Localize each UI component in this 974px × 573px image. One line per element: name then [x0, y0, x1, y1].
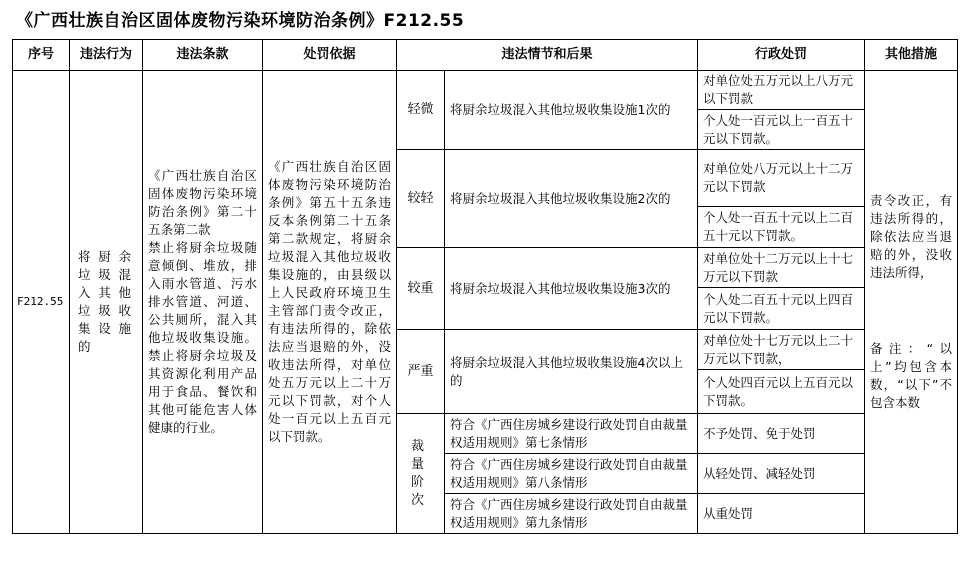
unit-penalty-cell: 对单位处五万元以上八万元以下罚款 — [698, 71, 865, 110]
header-clause: 违法条款 — [143, 40, 263, 71]
person-penalty-cell: 个人处一百元以上一百五十元以下罚款。 — [698, 110, 865, 150]
discretion-penalty-cell: 不予处罚、免于处罚 — [698, 414, 865, 454]
seq-cell: F212.55 — [13, 71, 70, 534]
header-basis: 处罚依据 — [263, 40, 397, 71]
discretion-desc-cell: 符合《广西住房城乡建设行政处罚自由裁量权适用规则》第七条情形 — [445, 414, 698, 454]
level-cell: 严重 — [397, 330, 445, 414]
level-cell: 轻微 — [397, 71, 445, 150]
header-act: 违法行为 — [70, 40, 143, 71]
other-cell — [865, 71, 958, 534]
other-note: 备注：“以上”均包含本数，“以下”不包含本数 — [870, 341, 953, 410]
unit-penalty-cell: 对单位处十七万元以上二十万元以下罚款， — [698, 330, 865, 370]
header-seq: 序号 — [13, 40, 70, 71]
discretion-penalty-cell: 从轻处罚、减轻处罚 — [698, 454, 865, 494]
level-cell: 较轻 — [397, 150, 445, 248]
level-cell: 较重 — [397, 248, 445, 330]
level-desc-cell: 将厨余垃圾混入其他垃圾收集设施2次的 — [445, 150, 698, 248]
clause-cell — [143, 71, 263, 534]
discretion-desc-cell: 符合《广西住房城乡建设行政处罚自由裁量权适用规则》第九条情形 — [445, 494, 698, 534]
discretion-penalty-cell: 从重处罚 — [698, 494, 865, 534]
clause-text: 《广西壮族自治区固体废物污染环境防治条例》第二十五条第二款 禁止将厨余垃圾随意倾倒、堆放，排入雨水管道、污水排水管道、河道、公共厕所，混入其他垃圾收集设施。禁止将厨余垃圾及其资源化利用产品用于食品、餐饮和其他可能危害人体健康的行业。 — [148, 168, 257, 435]
header-penalty: 行政处罚 — [698, 40, 865, 71]
person-penalty-cell: 个人处二百五十元以上四百元以下罚款。 — [698, 288, 865, 330]
act-cell: 将厨余垃圾混入其他垃圾收集设施的 — [70, 71, 143, 534]
other-main: 责令改正，有违法所得的，除依法应当退赔的外，没收违法所得， — [870, 193, 953, 280]
level-desc-cell: 将厨余垃圾混入其他垃圾收集设施4次以上的 — [445, 330, 698, 414]
basis-cell: 《广西壮族自治区固体废物污染环境防治条例》第五十五条违反本条例第二十五条第二款规定，将厨余垃圾混入其他垃圾收集设施的，由县级以上人民政府环境卫生主管部门责令改正，有违法所得的，除依法应当退赔的外，没收违法所得，对单位处五万元以上二十万元以下罚款，对个人处一百元以上五百元以下罚款。 — [263, 71, 397, 534]
level-desc-cell: 将厨余垃圾混入其他垃圾收集设施3次的 — [445, 248, 698, 330]
other-gap — [870, 282, 952, 340]
header-other: 其他措施 — [865, 40, 958, 71]
unit-penalty-cell: 对单位处八万元以上十二万元以下罚款 — [698, 150, 865, 207]
person-penalty-cell: 个人处一百五十元以上二百五十元以下罚款。 — [698, 207, 865, 248]
unit-penalty-cell: 对单位处十二万元以上十七万元以下罚款 — [698, 248, 865, 288]
table-row — [13, 71, 958, 110]
penalty-table — [12, 39, 958, 534]
document-title: 《广西壮族自治区固体废物污染环境防治条例》F212.55 — [16, 11, 465, 31]
header-circumstances: 违法情节和后果 — [397, 40, 698, 71]
discretion-label-cell: 裁量阶次 — [397, 414, 445, 534]
person-penalty-cell: 个人处四百元以上五百元以下罚款。 — [698, 370, 865, 414]
discretion-desc-cell: 符合《广西住房城乡建设行政处罚自由裁量权适用规则》第八条情形 — [445, 454, 698, 494]
header-row — [13, 40, 958, 71]
level-desc-cell: 将厨余垃圾混入其他垃圾收集设施1次的 — [445, 71, 698, 150]
